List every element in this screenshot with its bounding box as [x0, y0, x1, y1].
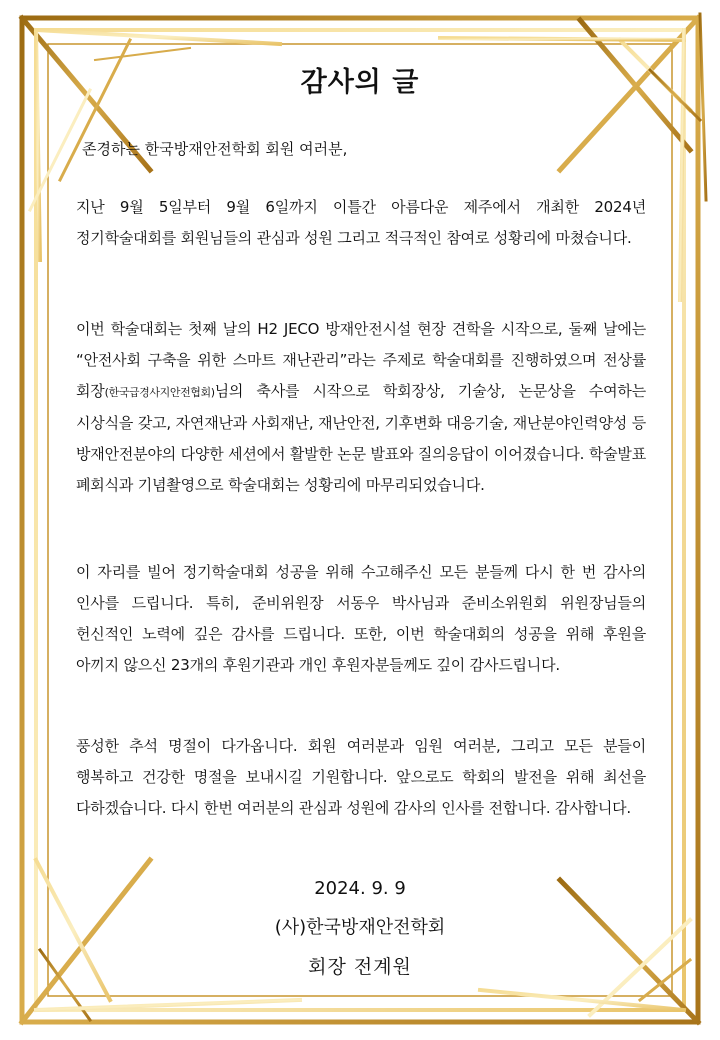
- organization-name: (사)한국방재안전학회: [274, 917, 446, 938]
- paragraph-acknowledgement: 이 자리를 빌어 정기학술대회 성공을 위해 수고해주신 모든 분들께 다시 한 번 감사의 인사를 드립니다. 특히, 준비위원장 서동우 박사님과 준비소위원회 위원장님들의 헌신적인 노력에 깊은 감사를 드립니다. 또한, 이번 학술대회의 성공을 위해 후원을 아끼지 않으신 23개의 후원기관과 개인 후원자분들께도 깊이 감사드립니다.: [76, 563, 646, 674]
- letter-date: 2024. 9. 9: [314, 878, 406, 899]
- affiliation-note: (한국급경사지안전협회): [104, 386, 215, 399]
- paragraph-program: [76, 314, 646, 501]
- paragraph-program-part2: 님의 축사를 시작으로 학회장상, 기술상, 논문상을 수여하는 시상식을 갖고, 자연재난과 사회재난, 재난안전, 기후변화 대응기술, 재난분야인력양성 등 방재안전분야의 다양한 세션에서 활발한 논문 발표와 질의응답이 이어졌습니다. 학술발표 폐회식과 기념촬영으로 학술대회는 성황리에 마무리되었습니다.: [76, 382, 646, 494]
- signer-name: 회장 전계원: [308, 956, 412, 978]
- letter-title: 감사의 글: [300, 67, 420, 98]
- greeting: 존경하는 한국방재안전학회 회원 여러분,: [82, 140, 348, 158]
- paragraph-holiday-greeting: 풍성한 추석 명절이 다가옵니다. 회원 여러분과 임원 여러분, 그리고 모든 분들이 행복하고 건강한 명절을 보내시길 기원합니다. 앞으로도 학회의 발전을 위해 최선을 다하겠습니다. 다시 한번 여러분의 관심과 성원에 감사의 인사를 전합니다. 감사합니다.: [76, 737, 646, 817]
- paragraph-program-part1: 이번 학술대회는 첫째 날의 H2 JECO 방재안전시설 현장 견학을 시작으로, 둘째 날에는 “안전사회 구축을 위한 스마트 재난관리”라는 주제로 학술대회를 진행하였으며 전상률 회장: [76, 320, 646, 400]
- paragraph-event-summary: 지난 9월 5일부터 9월 6일까지 이틀간 아름다운 제주에서 개최한 2024년 정기학술대회를 회원님들의 관심과 성원 그리고 적극적인 참여로 성황리에 마쳤습니다.: [76, 198, 646, 247]
